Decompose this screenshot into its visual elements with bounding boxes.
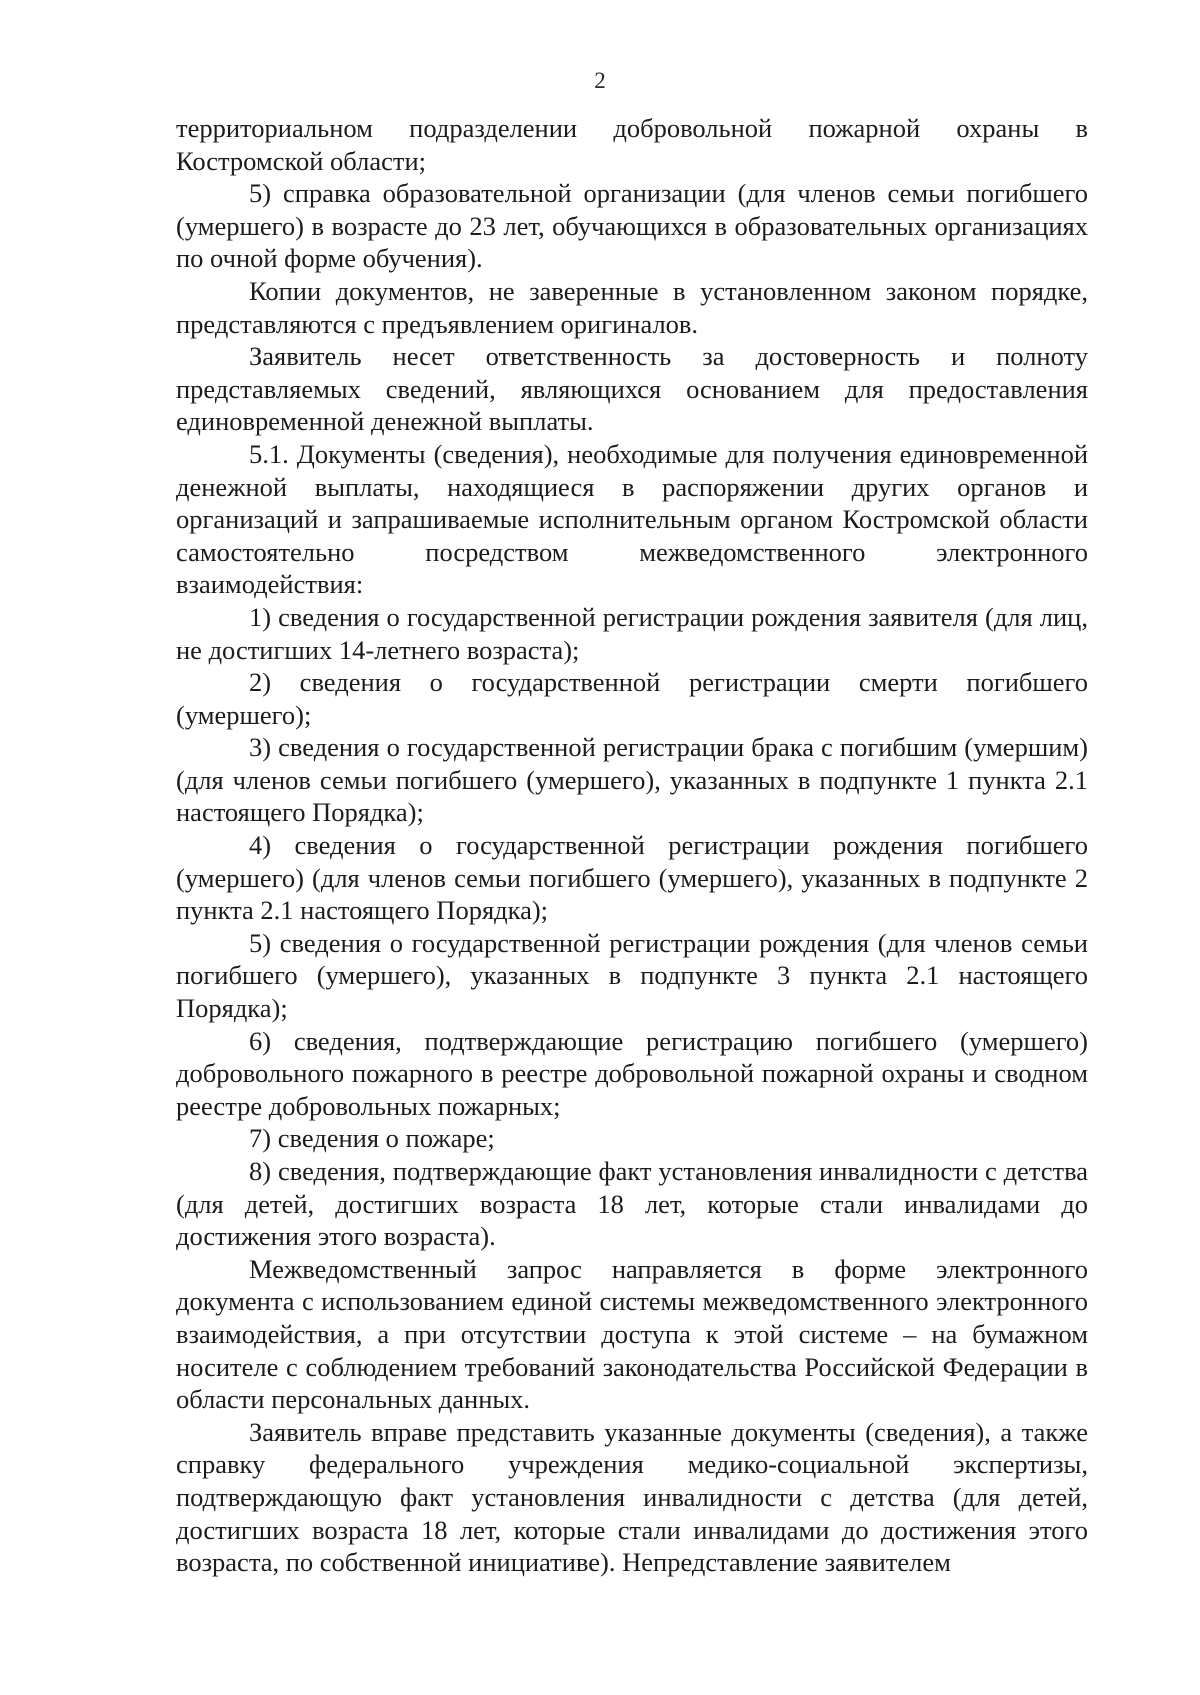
paragraph-document-copies: Копии документов, не заверенные в установленном законом порядке, представляются с предъявлением оригиналов. <box>176 275 1088 339</box>
document-body <box>176 112 1088 1579</box>
list-item-5-family-birth-registration: 5) сведения о государственной регистрации рождения (для членов семьи погибшего (умершего), указанных в подпункте 3 пункта 2.1 настоящего Порядка); <box>176 927 1088 1024</box>
paragraph-applicant-responsibility: Заявитель несет ответственность за достоверность и полноту представляемых сведений, являющихся основанием для предоставления единовременной денежной выплаты. <box>176 341 1088 437</box>
paragraph-applicant-right: Заявитель вправе представить указанные документы (сведения), а также справку федерального учреждения медико-социальной экспертизы, подтверждающую факт установления инвалидности с детства (для детей, достигших возраста 18 лет, которые стали инвалидами до достижения этого возраста, по собственной инициативе). Непредставление заявителем <box>176 1416 1088 1578</box>
paragraph-interagency-request: Межведомственный запрос направляется в форме электронного документа с использованием единой системы межведомственного электронного взаимодействия, а при отсутствии доступа к этой системе – на бумажном носителе с соблюдением требований законодательства Российской Федерации в области персональных данных. <box>176 1253 1088 1415</box>
list-item-2-death-registration: 2) сведения о государственной регистрации смерти погибшего (умершего); <box>176 667 1088 730</box>
page-number: 2 <box>594 68 606 93</box>
list-item-6-volunteer-registry: 6) сведения, подтверждающие регистрацию погибшего (умершего) добровольного пожарного в реестре добровольной пожарной охраны и сводном реестре добровольных пожарных; <box>176 1025 1088 1121</box>
paragraph-section-5-1: 5.1. Документы (сведения), необходимые для получения единовременной денежной выплаты, находящиеся в распоряжении других органов и организаций и запрашиваемые исполнительным органом Костромской области самостоятельно посредством межведомственного электронного взаимодействия: <box>176 438 1088 600</box>
paragraph-item-5-education-certificate: 5) справка образовательной организации (для членов семьи погибшего (умершего) в возрасте до 23 лет, обучающихся в образовательных организациях по очной форме обучения). <box>176 178 1088 274</box>
list-item-8-disability-info: 8) сведения, подтверждающие факт установления инвалидности с детства (для детей, достигших возраста 18 лет, которые стали инвалидами до достижения этого возраста). <box>176 1156 1088 1252</box>
paragraph-continuation: территориальном подразделении добровольной пожарной охраны в Костромской области; <box>176 113 1088 176</box>
list-item-1-birth-registration: 1) сведения о государственной регистрации рождения заявителя (для лиц, не достигших 14-летнего возраста); <box>176 601 1088 665</box>
list-item-7-fire-info: 7) сведения о пожаре; <box>249 1123 495 1154</box>
list-item-3-marriage-registration: 3) сведения о государственной регистрации брака с погибшим (умершим) (для членов семьи погибшего (умершего), указанных в подпункте 1 пункта 2.1 настоящего Порядка); <box>176 732 1088 828</box>
list-item-4-deceased-birth-registration: 4) сведения о государственной регистрации рождения погибшего (умершего) (для членов семьи погибшего (умершего), указанных в подпункте 2 пункта 2.1 настоящего Порядка); <box>176 830 1088 926</box>
